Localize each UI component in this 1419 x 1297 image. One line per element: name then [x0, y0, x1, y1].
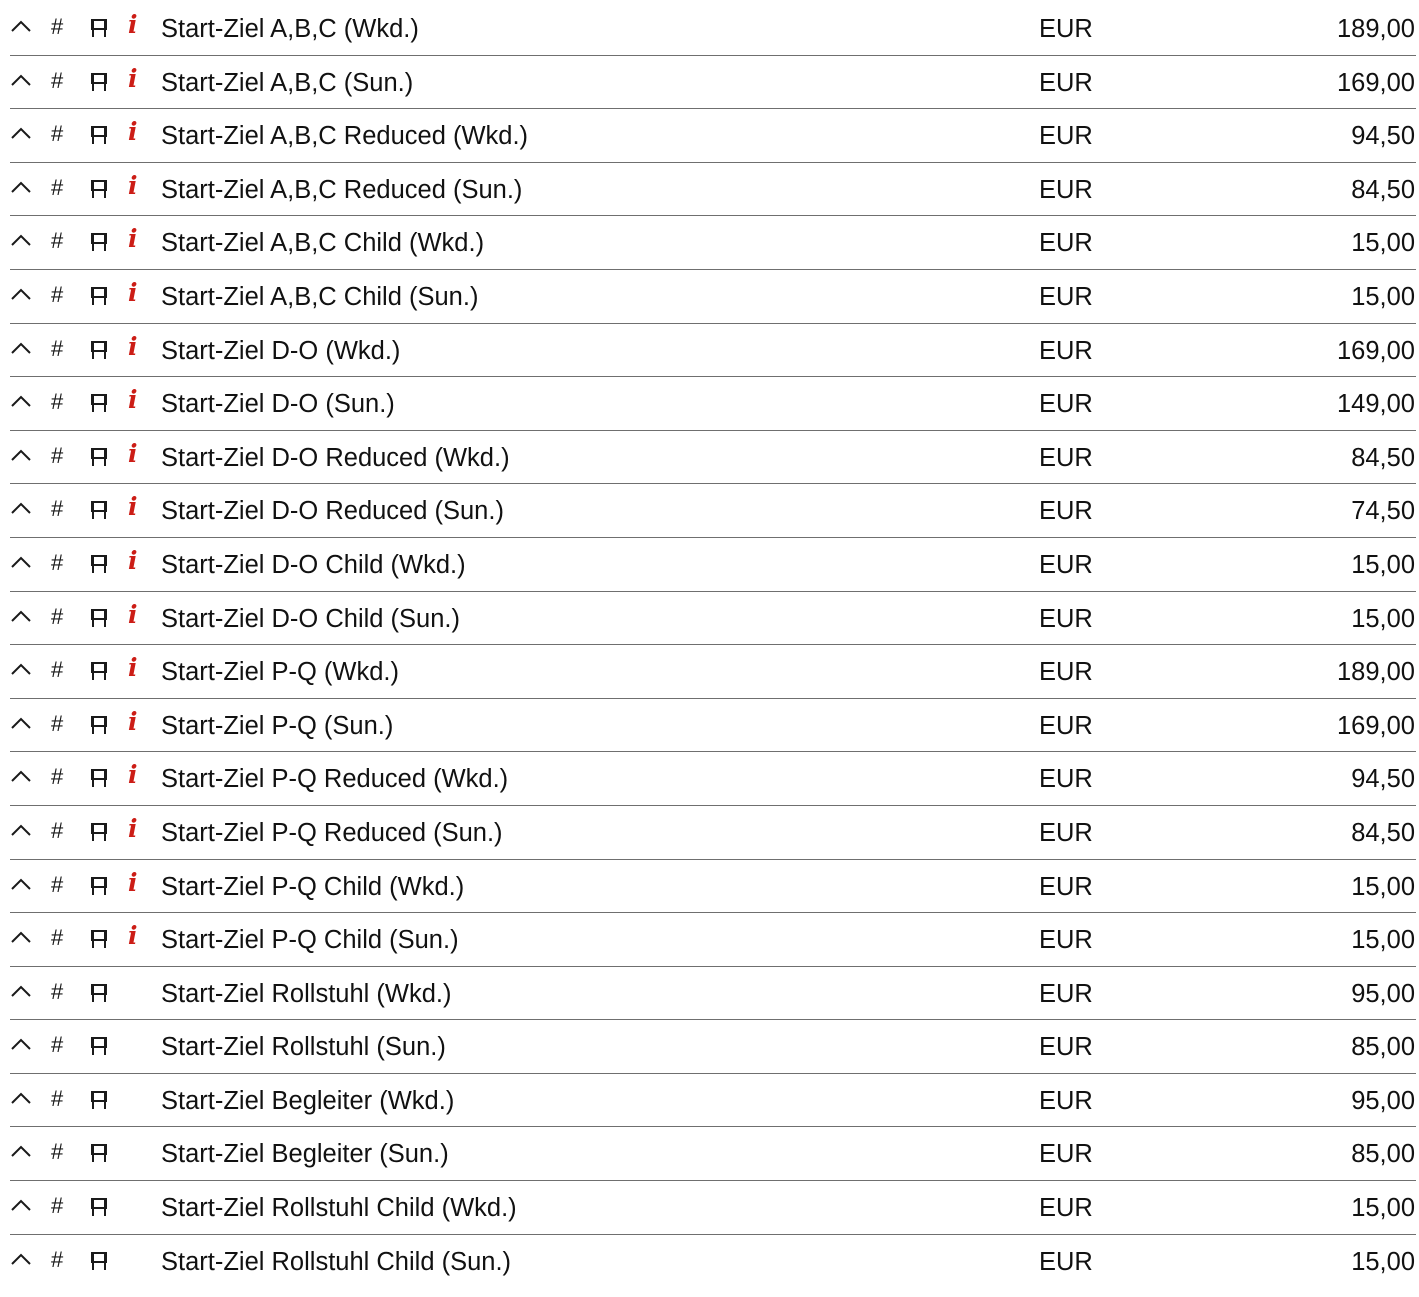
price-row [10, 699, 1416, 753]
info-icon[interactable]: i [128, 492, 138, 522]
fare-name: Start-Ziel Rollstuhl Child (Sun.) [161, 1247, 512, 1276]
chevron-up-icon[interactable] [10, 232, 36, 256]
flag-icon[interactable] [90, 500, 108, 524]
flag-icon[interactable] [90, 1251, 108, 1275]
currency-label: EUR [1039, 550, 1093, 579]
hash-icon[interactable]: # [51, 871, 64, 897]
flag-icon[interactable] [90, 608, 108, 632]
price-row [10, 324, 1416, 378]
info-icon[interactable]: i [128, 385, 138, 415]
price-amount: 189,00 [1337, 658, 1415, 687]
hash-icon[interactable]: # [51, 1193, 64, 1219]
info-icon[interactable]: i [128, 63, 138, 93]
chevron-up-icon[interactable] [10, 18, 36, 42]
fare-name: Start-Ziel D-O Child (Sun.) [161, 604, 460, 633]
fare-name: Start-Ziel P-Q Reduced (Sun.) [161, 818, 503, 847]
price-amount: 85,00 [1351, 1140, 1415, 1169]
chevron-up-icon[interactable] [10, 876, 36, 900]
price-amount: 169,00 [1337, 336, 1415, 365]
info-icon[interactable]: i [128, 438, 138, 468]
chevron-up-icon[interactable] [10, 1036, 36, 1060]
currency-label: EUR [1039, 497, 1093, 526]
hash-icon[interactable]: # [51, 121, 64, 147]
currency-label: EUR [1039, 1033, 1093, 1062]
info-icon[interactable]: i [128, 277, 138, 307]
chevron-up-icon[interactable] [10, 768, 36, 792]
price-amount: 95,00 [1351, 979, 1415, 1008]
flag-icon[interactable] [90, 661, 108, 685]
chevron-up-icon[interactable] [10, 983, 36, 1007]
info-icon[interactable]: i [128, 706, 138, 736]
hash-icon[interactable]: # [51, 657, 64, 683]
flag-icon[interactable] [90, 72, 108, 96]
fare-name: Start-Ziel Begleiter (Sun.) [161, 1140, 449, 1169]
flag-icon[interactable] [90, 393, 108, 417]
price-row [10, 431, 1416, 485]
fare-name: Start-Ziel A,B,C Reduced (Sun.) [161, 175, 523, 204]
hash-icon[interactable]: # [51, 496, 64, 522]
chevron-up-icon[interactable] [10, 1143, 36, 1167]
currency-label: EUR [1039, 765, 1093, 794]
hash-icon[interactable]: # [51, 67, 64, 93]
flag-icon[interactable] [90, 1090, 108, 1114]
price-amount: 85,00 [1351, 1033, 1415, 1062]
chevron-up-icon[interactable] [10, 500, 36, 524]
currency-label: EUR [1039, 175, 1093, 204]
price-row [10, 1181, 1416, 1235]
chevron-up-icon[interactable] [10, 340, 36, 364]
price-row [10, 1127, 1416, 1181]
price-row [10, 1074, 1416, 1128]
currency-label: EUR [1039, 390, 1093, 419]
price-row [10, 806, 1416, 860]
price-row [10, 1235, 1416, 1289]
fare-name: Start-Ziel A,B,C Child (Sun.) [161, 282, 479, 311]
currency-label: EUR [1039, 1194, 1093, 1223]
price-row [10, 377, 1416, 431]
chevron-up-icon[interactable] [10, 715, 36, 739]
flag-icon[interactable] [90, 179, 108, 203]
info-icon[interactable]: i [128, 170, 138, 200]
price-row [10, 109, 1416, 163]
fare-name: Start-Ziel D-O (Sun.) [161, 390, 395, 419]
fare-name: Start-Ziel D-O Child (Wkd.) [161, 550, 466, 579]
price-row [10, 270, 1416, 324]
price-row [10, 538, 1416, 592]
currency-label: EUR [1039, 1247, 1093, 1276]
flag-icon[interactable] [90, 125, 108, 149]
chevron-up-icon[interactable] [10, 393, 36, 417]
price-amount: 15,00 [1351, 604, 1415, 633]
hash-icon[interactable]: # [51, 1246, 64, 1272]
hash-icon[interactable]: # [51, 978, 64, 1004]
hash-icon[interactable]: # [51, 1032, 64, 1058]
fare-name: Start-Ziel A,B,C (Wkd.) [161, 15, 419, 43]
currency-label: EUR [1039, 68, 1093, 97]
price-row [10, 163, 1416, 217]
fare-name: Start-Ziel P-Q (Sun.) [161, 711, 394, 740]
fare-name: Start-Ziel D-O Reduced (Sun.) [161, 497, 504, 526]
hash-icon[interactable]: # [51, 389, 64, 415]
fare-name: Start-Ziel P-Q Reduced (Wkd.) [161, 765, 509, 794]
info-icon[interactable]: i [128, 921, 138, 951]
chevron-up-icon[interactable] [10, 72, 36, 96]
price-row [10, 913, 1416, 967]
price-amount: 169,00 [1337, 68, 1415, 97]
hash-icon[interactable]: # [51, 817, 64, 843]
price-row [10, 967, 1416, 1021]
fare-name: Start-Ziel P-Q Child (Sun.) [161, 926, 459, 955]
price-row [10, 592, 1416, 646]
flag-icon[interactable] [90, 1197, 108, 1221]
flag-icon[interactable] [90, 554, 108, 578]
chevron-up-icon[interactable] [10, 661, 36, 685]
fare-name: Start-Ziel P-Q (Wkd.) [161, 658, 400, 687]
chevron-up-icon[interactable] [10, 608, 36, 632]
currency-label: EUR [1039, 282, 1093, 311]
chevron-up-icon[interactable] [10, 929, 36, 953]
fare-name: Start-Ziel Rollstuhl (Wkd.) [161, 979, 452, 1008]
currency-label: EUR [1039, 15, 1093, 43]
info-icon[interactable]: i [128, 760, 138, 790]
price-amount: 15,00 [1351, 1194, 1415, 1223]
price-row [10, 860, 1416, 914]
fare-name: Start-Ziel A,B,C (Sun.) [161, 68, 414, 97]
hash-icon[interactable]: # [51, 442, 64, 468]
info-icon[interactable]: i [128, 653, 138, 683]
hash-icon[interactable]: # [51, 1085, 64, 1111]
currency-label: EUR [1039, 1086, 1093, 1115]
flag-icon[interactable] [90, 822, 108, 846]
hash-icon[interactable]: # [51, 603, 64, 629]
flag-icon[interactable] [90, 18, 108, 42]
currency-label: EUR [1039, 443, 1093, 472]
flag-icon[interactable] [90, 929, 108, 953]
currency-label: EUR [1039, 711, 1093, 740]
price-amount: 84,50 [1351, 443, 1415, 472]
currency-label: EUR [1039, 229, 1093, 258]
currency-label: EUR [1039, 658, 1093, 687]
hash-icon[interactable]: # [51, 228, 64, 254]
hash-icon[interactable]: # [51, 174, 64, 200]
hash-icon[interactable]: # [51, 710, 64, 736]
price-list [10, 2, 1416, 1288]
price-row [10, 1020, 1416, 1074]
price-amount: 15,00 [1351, 282, 1415, 311]
price-row [10, 216, 1416, 270]
flag-icon[interactable] [90, 286, 108, 310]
flag-icon[interactable] [90, 768, 108, 792]
price-amount: 169,00 [1337, 711, 1415, 740]
hash-icon[interactable]: # [51, 14, 64, 39]
hash-icon[interactable]: # [51, 764, 64, 790]
currency-label: EUR [1039, 604, 1093, 633]
price-amount: 149,00 [1337, 390, 1415, 419]
price-amount: 84,50 [1351, 175, 1415, 204]
fare-name: Start-Ziel Rollstuhl Child (Wkd.) [161, 1194, 517, 1223]
hash-icon[interactable]: # [51, 1139, 64, 1165]
price-amount: 94,50 [1351, 122, 1415, 151]
price-amount: 15,00 [1351, 1247, 1415, 1276]
currency-label: EUR [1039, 818, 1093, 847]
price-row [10, 2, 1416, 56]
currency-label: EUR [1039, 122, 1093, 151]
flag-icon[interactable] [90, 1036, 108, 1060]
chevron-up-icon[interactable] [10, 1090, 36, 1114]
price-amount: 15,00 [1351, 550, 1415, 579]
price-row [10, 645, 1416, 699]
chevron-up-icon[interactable] [10, 286, 36, 310]
fare-name: Start-Ziel A,B,C Child (Wkd.) [161, 229, 485, 258]
chevron-up-icon[interactable] [10, 125, 36, 149]
flag-icon[interactable] [90, 340, 108, 364]
price-amount: 189,00 [1337, 15, 1415, 43]
fare-name: Start-Ziel D-O (Wkd.) [161, 336, 401, 365]
info-icon[interactable]: i [128, 224, 138, 254]
price-amount: 15,00 [1351, 926, 1415, 955]
info-icon[interactable]: i [128, 813, 138, 843]
flag-icon[interactable] [90, 983, 108, 1007]
fare-name: Start-Ziel D-O Reduced (Wkd.) [161, 443, 510, 472]
fare-name: Start-Ziel Rollstuhl (Sun.) [161, 1033, 446, 1062]
price-amount: 15,00 [1351, 229, 1415, 258]
info-icon[interactable]: i [128, 599, 138, 629]
fare-name: Start-Ziel A,B,C Reduced (Wkd.) [161, 122, 529, 151]
hash-icon[interactable]: # [51, 549, 64, 575]
chevron-up-icon[interactable] [10, 1251, 36, 1275]
price-amount: 15,00 [1351, 872, 1415, 901]
chevron-up-icon[interactable] [10, 447, 36, 471]
chevron-up-icon[interactable] [10, 554, 36, 578]
hash-icon[interactable]: # [51, 925, 64, 951]
flag-icon[interactable] [90, 876, 108, 900]
chevron-up-icon[interactable] [10, 822, 36, 846]
currency-label: EUR [1039, 872, 1093, 901]
info-icon[interactable]: i [128, 331, 138, 361]
hash-icon[interactable]: # [51, 281, 64, 307]
info-icon[interactable]: i [128, 867, 138, 897]
flag-icon[interactable] [90, 232, 108, 256]
info-icon[interactable]: i [128, 117, 138, 147]
flag-icon[interactable] [90, 715, 108, 739]
price-amount: 84,50 [1351, 818, 1415, 847]
currency-label: EUR [1039, 979, 1093, 1008]
fare-name: Start-Ziel Begleiter (Wkd.) [161, 1086, 455, 1115]
currency-label: EUR [1039, 926, 1093, 955]
currency-label: EUR [1039, 336, 1093, 365]
chevron-up-icon[interactable] [10, 1197, 36, 1221]
price-row [10, 56, 1416, 110]
info-icon[interactable]: i [128, 10, 138, 39]
price-amount: 94,50 [1351, 765, 1415, 794]
info-icon[interactable]: i [128, 545, 138, 575]
currency-label: EUR [1039, 1140, 1093, 1169]
fare-name: Start-Ziel P-Q Child (Wkd.) [161, 872, 465, 901]
chevron-up-icon[interactable] [10, 179, 36, 203]
price-amount: 95,00 [1351, 1086, 1415, 1115]
price-row [10, 752, 1416, 806]
price-row [10, 484, 1416, 538]
price-amount: 74,50 [1351, 497, 1415, 526]
hash-icon[interactable]: # [51, 335, 64, 361]
flag-icon[interactable] [90, 1143, 108, 1167]
flag-icon[interactable] [90, 447, 108, 471]
